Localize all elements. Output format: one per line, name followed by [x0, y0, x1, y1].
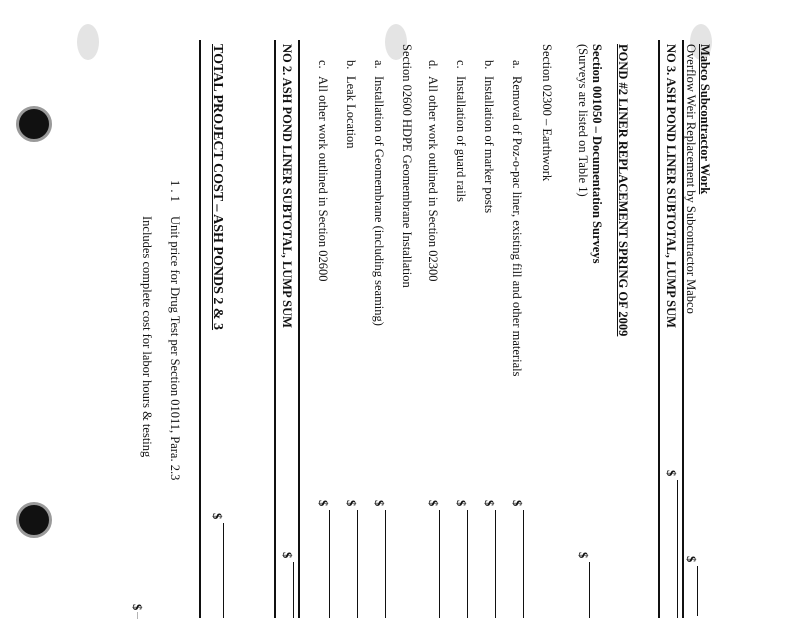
amount-blank — [697, 566, 698, 616]
list-item-text: All other work outlined in Section 02600 — [316, 76, 330, 282]
amount-blank — [467, 510, 468, 618]
currency-sign: $ — [664, 470, 678, 477]
item-1-1-text: Unit price for Drug Test per Section 01011, Para. 2.3 — [168, 216, 182, 481]
currency-sign: $ — [454, 500, 468, 507]
list-item-letter: b. — [344, 60, 358, 70]
list-item-letter: c. — [316, 60, 330, 69]
amount-blank — [589, 562, 590, 618]
amount-blank — [357, 510, 358, 618]
amount-blank — [677, 480, 678, 618]
pond-2-subtotal-label: NO 2. ASH POND LINER SUBTOTAL, LUMP SUM — [280, 44, 294, 328]
amount-blank — [385, 510, 386, 618]
currency-sign: $ — [130, 604, 144, 611]
pond-3-subtotal-label: NO 3. ASH POND LINER SUBTOTAL, LUMP SUM — [664, 44, 678, 328]
currency-sign: $ — [344, 500, 358, 507]
section-02300-title: Section 02300 – Earthwork — [540, 44, 554, 182]
list-item-letter: d. — [426, 60, 440, 70]
document-title: Mabco Subcontractor Work — [698, 44, 712, 195]
currency-sign: $ — [684, 556, 698, 563]
currency-sign: $ — [576, 552, 590, 559]
currency-sign: $ — [280, 552, 294, 559]
currency-sign: $ — [316, 500, 330, 507]
section-01050-note: (Surveys are listed on Table 1) — [576, 44, 590, 197]
currency-sign: $ — [210, 513, 224, 520]
amount-blank — [329, 510, 330, 618]
list-item-letter: c. — [454, 60, 468, 69]
section-01050-title: Section 001050 – Documentation Surveys — [590, 44, 604, 264]
currency-sign: $ — [482, 500, 496, 507]
list-item-text: Installation of marker posts — [482, 76, 496, 214]
scan-mark: — — [134, 612, 142, 619]
list-item-text: Installation of Geomembrane (including seaming) — [372, 76, 386, 326]
item-1-1-note: Includes complete cost for labor hours & testing — [140, 216, 154, 458]
amount-blank — [293, 562, 294, 618]
currency-sign: $ — [372, 500, 386, 507]
list-item-letter: b. — [482, 60, 496, 70]
list-item-text: Leak Location — [344, 76, 358, 149]
amount-blank — [439, 510, 440, 618]
document-subtitle: Overflow Weir Replacement by Subcontractor Mabco — [684, 44, 698, 314]
list-item-text: Installation of guard rails — [454, 76, 468, 203]
amount-blank — [523, 510, 524, 618]
list-item-text: Removal of Poz-o-pac liner, existing fill and other materials — [510, 76, 524, 377]
amount-blank — [495, 510, 496, 618]
pond-2-heading: POND #2 LINER REPLACEMENT SPRING OF 2009 — [616, 44, 630, 337]
total-divider — [199, 40, 201, 618]
item-1-1-number: 1 . 1 — [168, 180, 182, 202]
section-02600-title: Section 02600 HDPE Geomembrane Installation — [400, 44, 414, 288]
list-item-letter: a. — [372, 60, 386, 69]
list-item-text: All other work outlined in Section 02300 — [426, 76, 440, 282]
amount-blank — [223, 523, 224, 618]
total-project-cost-label: TOTAL PROJECT COST – ASH PONDS 2 & 3 — [210, 44, 225, 331]
currency-sign: $ — [510, 500, 524, 507]
list-item-letter: a. — [510, 60, 524, 69]
currency-sign: $ — [426, 500, 440, 507]
